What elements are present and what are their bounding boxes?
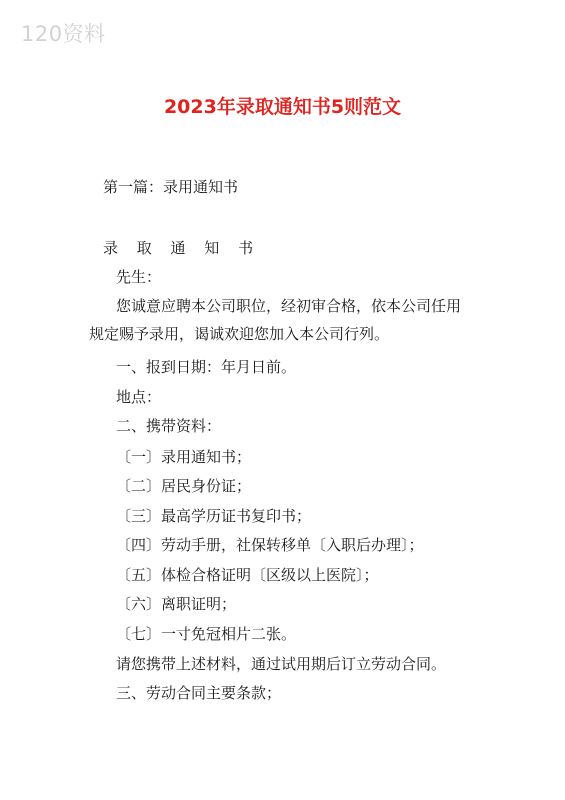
material-item: 〔四〕劳动手册，社保转移单〔入职后办理〕；: [116, 536, 424, 554]
salutation: 先生：: [116, 268, 162, 286]
material-item: 〔六〕离职证明；: [116, 595, 237, 613]
item-report-date: 一、报到日期：年月日前。: [116, 358, 297, 376]
letter-heading: 录 取 通 知 书: [103, 239, 261, 257]
item-contract: 三、劳动合同主要条款；: [116, 684, 282, 702]
material-item: 〔五〕体检合格证明〔区级以上医院〕；: [116, 566, 379, 584]
material-item: 〔七〕一寸免冠相片二张。: [116, 625, 297, 643]
document-title: 2023年录取通知书5则范文: [163, 96, 402, 118]
material-item: 〔二〕居民身份证；: [116, 477, 252, 495]
material-item: 〔三〕最高学历证书复印书；: [116, 507, 312, 525]
body-paragraph-line-2: 规定赐予录用，谒诚欢迎您加入本公司行列。: [89, 325, 390, 343]
closing-note: 请您携带上述材料，通过试用期后订立劳动合同。: [116, 655, 447, 673]
item-location: 地点：: [116, 388, 162, 406]
section-heading: 第一篇：录用通知书: [103, 178, 239, 196]
item-materials: 二、携带资料：: [116, 417, 222, 435]
watermark-logo: 120资料: [21, 22, 106, 46]
body-paragraph-line-1: 您诚意应聘本公司职位，经初审合格，依本公司任用: [116, 297, 462, 315]
material-item: 〔一〕录用通知书；: [116, 448, 252, 466]
